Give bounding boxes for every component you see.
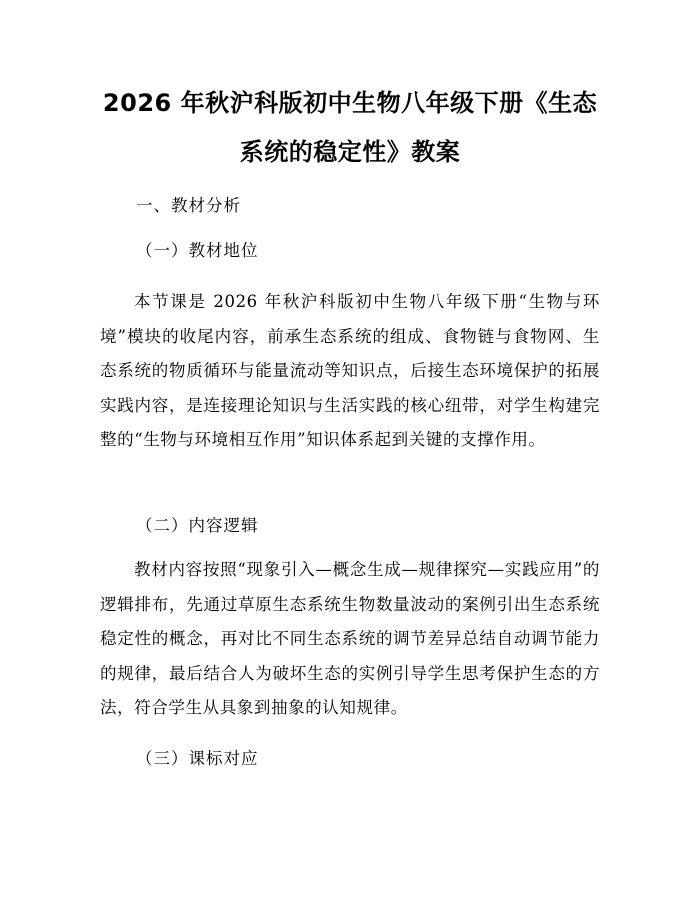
section-heading-textbook-analysis: 一、教材分析 bbox=[136, 196, 241, 215]
document-title-line-1: 2026 年秋沪科版初中生物八年级下册《生态 bbox=[102, 89, 598, 117]
subsection-heading-content-logic: （二）内容逻辑 bbox=[136, 516, 259, 535]
subsection-heading-textbook-position: （一）教材地位 bbox=[136, 241, 259, 260]
paragraph-content-logic: 教材内容按照“现象引入—概念生成—规律探究—实践应用”的逻辑排布，先通过草原生态系统生物数量波动的案例引出生态系统稳定性的概念，再对比不同生态系统的调节差异总结自动调节能力的规律，最后结合人为破坏生态的实例引导学生思考保护生态的方法，符合学生从具象到抽象的认知规律。 bbox=[100, 560, 600, 717]
paragraph-textbook-position: 本节课是 2026 年秋沪科版初中生物八年级下册“生物与环境”模块的收尾内容，前承生态系统的组成、食物链与食物网、生态系统的物质循环与能量流动等知识点，后接生态环境保护的拓展实践内容，是连接理论知识与生活实践的核心纽带，对学生构建完整的“生物与环境相互作用”知识体系起到关键的支撑作用。 bbox=[100, 292, 600, 449]
document-title-line-2: 系统的稳定性》教案 bbox=[239, 138, 461, 166]
subsection-heading-curriculum-standards: （三）课标对应 bbox=[136, 749, 259, 768]
